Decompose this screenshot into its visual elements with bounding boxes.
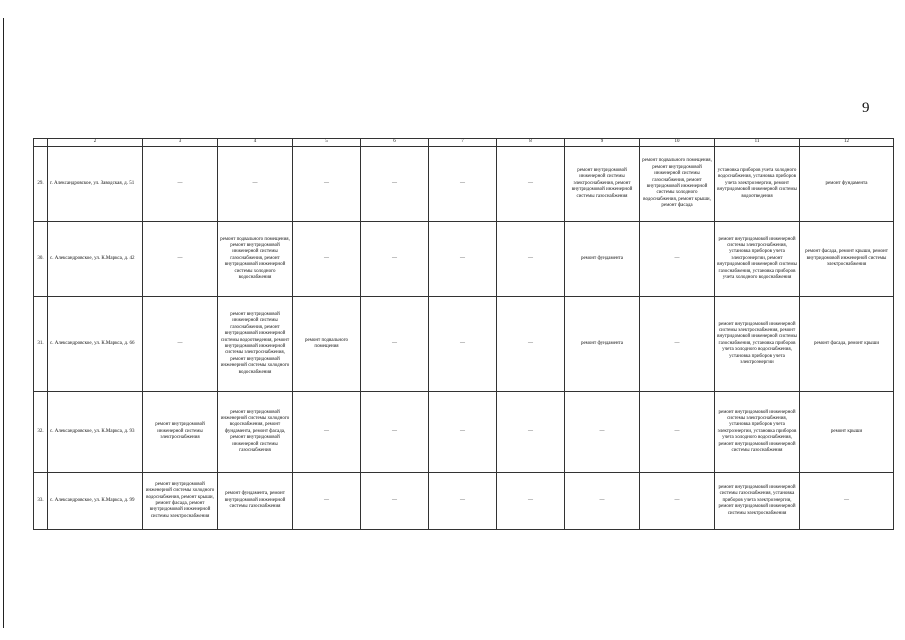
- col-header: 5: [293, 139, 361, 147]
- work-cell-c3: ремонт внутридомовой инженерной системы холодного водоснабжения, ремонт крыши, ремонт фасада, ремонт внутридомовой инженерной системы электроснабжения: [143, 473, 218, 530]
- work-cell-c11: ремонт внутридомовой инженерной системы электроснабжения, установка приборов учета электроэнергии, установка приборов учета холодного водоснабжения, ремонт внутридомовой инженерной системы газоснабжения: [715, 392, 800, 473]
- col-header: 3: [143, 139, 218, 147]
- col-header: 6: [361, 139, 429, 147]
- col-header: 8: [497, 139, 565, 147]
- row-number: 30.: [34, 222, 48, 297]
- repair-schedule-table: [33, 138, 894, 530]
- work-cell-c3: —: [143, 222, 218, 297]
- address-cell: г. Александровское, ул. Заводская, д. 51: [48, 147, 143, 222]
- work-cell-c11: ремонт внутридомовой инженерной системы электроснабжения, установка приборов учета электроэнергии, ремонт внутридомовой инженерной системы газоснабжения, установка приборов учета холодного водоснабжения: [715, 222, 800, 297]
- address-cell: с. Александровское, ул. К.Маркса, д. 93: [48, 392, 143, 473]
- work-cell-c5: —: [293, 473, 361, 530]
- work-cell-c8: —: [497, 473, 565, 530]
- work-cell-c11: ремонт внутридомовой инженерной системы газоснабжения, установка приборов учета электроэнергии, ремонт внутридомовой инженерной системы электроснабжения: [715, 473, 800, 530]
- work-cell-c8: —: [497, 297, 565, 392]
- row-number: 29.: [34, 147, 48, 222]
- col-header: 12: [800, 139, 894, 147]
- work-cell-c10: ремонт подвального помещения, ремонт внутридомовой инженерной системы газоснабжения, ремонт внутридомовой инженерной системы холодного водоснабжения, ремонт крыши, ремонт фасада: [640, 147, 715, 222]
- row-number: 32.: [34, 392, 48, 473]
- work-cell-c5: —: [293, 392, 361, 473]
- address-cell: с. Александровское, ул. К.Маркса, д. 99: [48, 473, 143, 530]
- work-cell-c10: —: [640, 222, 715, 297]
- work-cell-c9: ремонт внутридомовой инженерной системы электроснабжения, ремонт внутридомовой инженерной системы газоснабжения: [565, 147, 640, 222]
- col-header: 7: [429, 139, 497, 147]
- work-cell-c4: ремонт фундамента, ремонт внутридомовой инженерной системы газоснабжения: [218, 473, 293, 530]
- col-header: 11: [715, 139, 800, 147]
- table-row: [34, 473, 894, 530]
- work-cell-c6: —: [361, 297, 429, 392]
- work-cell-c4: —: [218, 147, 293, 222]
- work-cell-c5: —: [293, 222, 361, 297]
- col-header: 4: [218, 139, 293, 147]
- table-row: [34, 392, 894, 473]
- page-number: 9: [862, 100, 870, 116]
- table-row: [34, 147, 894, 222]
- work-cell-c12: ремонт крыши: [800, 392, 894, 473]
- work-cell-c7: —: [429, 392, 497, 473]
- col-header: [34, 139, 48, 147]
- col-header: 9: [565, 139, 640, 147]
- work-cell-c9: ремонт фундамента: [565, 222, 640, 297]
- work-cell-c8: —: [497, 392, 565, 473]
- work-cell-c8: —: [497, 222, 565, 297]
- work-cell-c11: установка приборов учета холодного водоснабжения, установка приборов учета электроэнергии, ремонт внутридомовой инженерной системы водоотведения: [715, 147, 800, 222]
- work-cell-c6: —: [361, 392, 429, 473]
- work-cell-c12: ремонт фасада, ремонт крыши: [800, 297, 894, 392]
- work-cell-c10: —: [640, 473, 715, 530]
- work-cell-c4: ремонт внутридомовой инженерной системы газоснабжения, ремонт внутридомовой инженерной системы водоотведения, ремонт внутридомовой инженерной системы электроснабжения, ремонт внутридомовой инженерной системы холодного водоснабжения: [218, 297, 293, 392]
- work-cell-c11: ремонт внутридомовой инженерной системы электроснабжения, ремонт внутридомовой инженерной системы газоснабжения, установка приборов учета холодного водоснабжения, установка приборов учета электроэнергии: [715, 297, 800, 392]
- col-header: 10: [640, 139, 715, 147]
- work-cell-c4: ремонт подвального помещения, ремонт внутридомовой инженерной системы газоснабжения, ремонт внутридомовой инженерной системы холодного водоснабжения: [218, 222, 293, 297]
- left-margin-rule: [3, 18, 4, 628]
- work-cell-c9: —: [565, 392, 640, 473]
- work-cell-c12: ремонт фундамента: [800, 147, 894, 222]
- table-row: [34, 222, 894, 297]
- work-cell-c3: —: [143, 147, 218, 222]
- work-cell-c7: —: [429, 297, 497, 392]
- work-cell-c6: —: [361, 473, 429, 530]
- work-cell-c9: —: [565, 473, 640, 530]
- work-cell-c10: —: [640, 392, 715, 473]
- work-cell-c7: —: [429, 473, 497, 530]
- work-cell-c5: ремонт подвального помещения: [293, 297, 361, 392]
- address-cell: с. Александровское, ул. К.Маркса, д. 66: [48, 297, 143, 392]
- work-cell-c3: ремонт внутридомовой инженерной системы электроснабжения: [143, 392, 218, 473]
- work-cell-c10: —: [640, 297, 715, 392]
- work-cell-c9: ремонт фундамента: [565, 297, 640, 392]
- work-cell-c8: —: [497, 147, 565, 222]
- work-cell-c12: ремонт фасада, ремонт крыши, ремонт внутридомовой инженерной системы электроснабжения: [800, 222, 894, 297]
- row-number: 31.: [34, 297, 48, 392]
- row-number: 33.: [34, 473, 48, 530]
- work-cell-c7: —: [429, 147, 497, 222]
- work-cell-c5: —: [293, 147, 361, 222]
- work-cell-c6: —: [361, 222, 429, 297]
- table-row: [34, 297, 894, 392]
- work-cell-c3: —: [143, 297, 218, 392]
- address-cell: с. Александровское, ул. К.Маркса, д. 42: [48, 222, 143, 297]
- header-row: [34, 139, 894, 147]
- work-cell-c4: ремонт внутридомовой инженерной системы холодного водоснабжения, ремонт фундамента, ремонт фасада, ремонт внутридомовой инженерной системы газоснабжения: [218, 392, 293, 473]
- work-cell-c6: —: [361, 147, 429, 222]
- work-cell-c7: —: [429, 222, 497, 297]
- work-cell-c12: —: [800, 473, 894, 530]
- col-header: 2: [48, 139, 143, 147]
